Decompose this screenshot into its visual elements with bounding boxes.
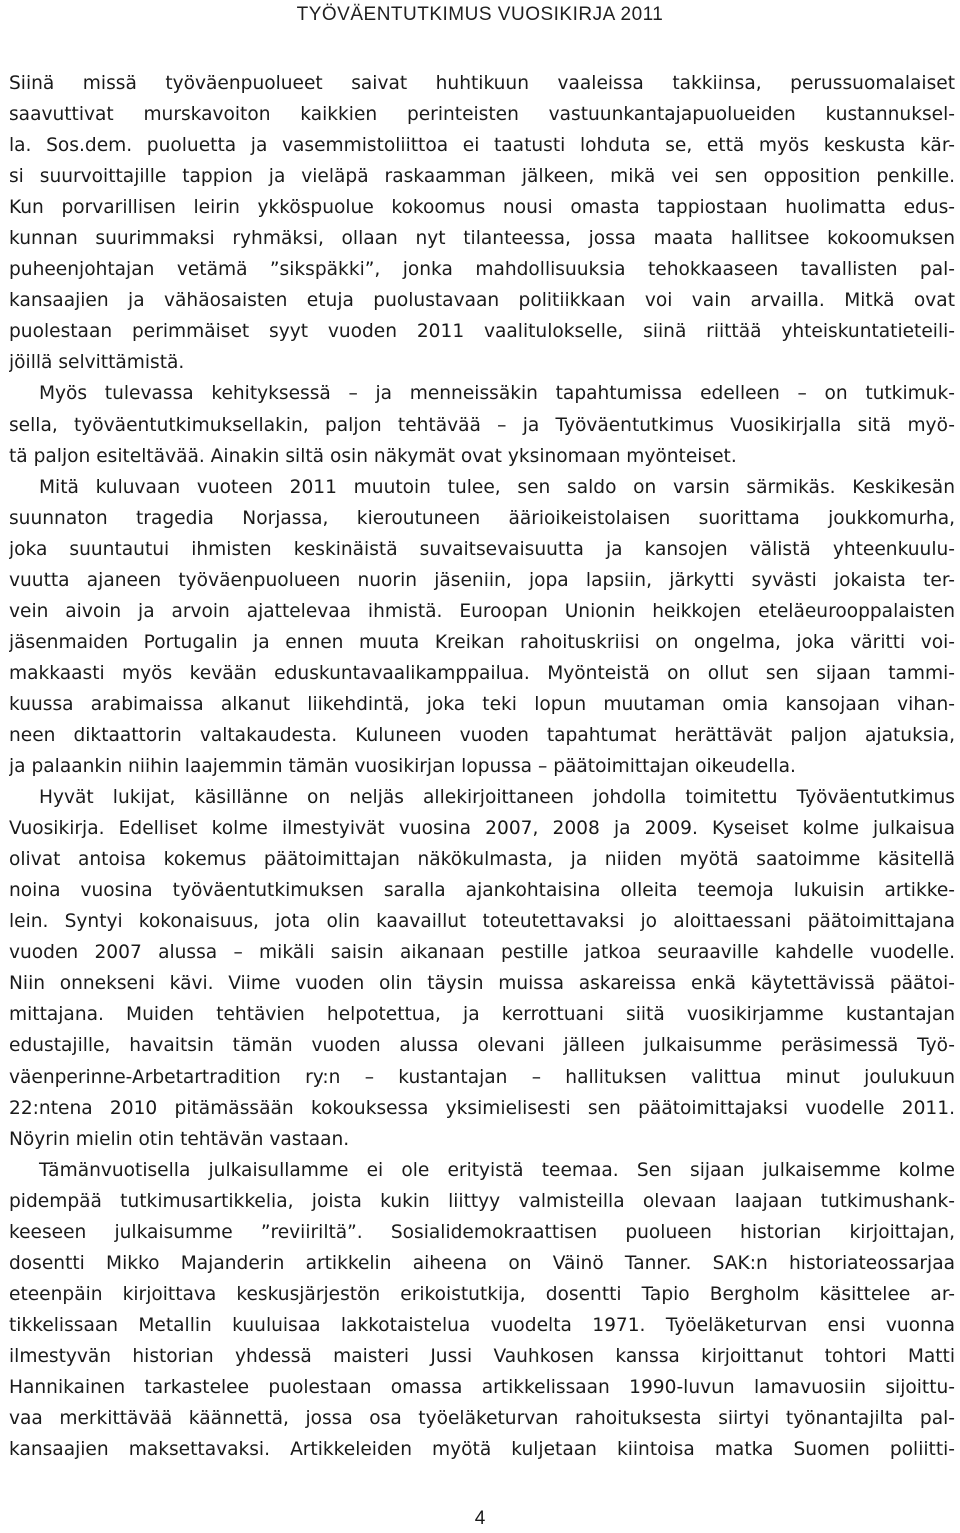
text-line: jöillä selvittämistä.	[9, 352, 185, 374]
text-line: makkaasti myös kevään eduskuntavaalikamppailua. Myönteistä on ollut sen sijaan tammi-	[9, 662, 955, 684]
text-line: 22:ntena 2010 pitämässään kokouksessa yksimielisesti sen päätoimittajaksi vuodelle 2011.	[9, 1097, 955, 1119]
text-line: väenperinne-Arbetartradition ry:n – kustantajan – hallituksen valittua minut joulukuun	[9, 1066, 955, 1088]
running-header: TYÖVÄENTUTKIMUS VUOSIKIRJA 2011	[296, 4, 664, 25]
text-line: edustajille, havaitsin tämän vuoden alussa olevani jälleen julkaisumme peräsimessä Työ-	[9, 1035, 955, 1057]
text-line: si suurvoittajille tappion ja vieläpä raskaamman jälkeen, mikä vei sen opposition penkille.	[9, 166, 955, 188]
paragraph	[9, 68, 955, 378]
text-line: suunnaton tragedia Norjassa, kieroutuneen äärioikeistolaisen suorittama joukkomurha,	[9, 507, 955, 529]
text-line: kunnan suurimmaksi ryhmäksi, ollaan nyt tilanteessa, jossa maata hallitsee kokoomuksen	[9, 228, 955, 250]
text-line: kansaajien maksettavaksi. Artikkeleiden myötä kuljetaan kiintoisa matka Suomen poliitti-	[9, 1439, 955, 1461]
text-line: tikkelissaan Metallin kuuluisaa lakkotaistelua vuodelta 1971. Työeläketurvan ensi vuonna	[9, 1314, 955, 1336]
text-line: sella, työväentutkimuksellakin, paljon tehtävää – ja Työväentutkimus Vuosikirjalla sitä myö-	[9, 414, 955, 436]
paragraph	[9, 472, 955, 782]
text-line: joka suuntautui ihmisten keskinäistä suvaitsevaisuutta ja kansojen välistä yhteenkuulu-	[9, 538, 955, 560]
text-line: mittajana. Muiden tehtävien helpotettua, ja kerrottuani siitä vuosikirjamme kustantajan	[9, 1004, 955, 1026]
text-line: Siinä missä työväenpuolueet saivat huhtikuun vaaleissa takkiinsa, perussuomalaiset	[9, 73, 955, 94]
text-line: Tämänvuotisella julkaisullamme ei ole erityistä teemaa. Sen sijaan julkaisemme kolme	[39, 1159, 955, 1181]
text-line: Vuosikirja. Edelliset kolme ilmestyivät vuosina 2007, 2008 ja 2009. Kyseiset kolme julkaisua	[9, 818, 955, 840]
text-line: keeseen julkaisumme ”reviiriltä”. Sosialidemokraattisen puolueen historian kirjoittajan,	[9, 1221, 955, 1243]
text-line: ja palaankin niihin laajemmin tämän vuosikirjan lopussa – päätoimittajan oikeudella.	[9, 756, 796, 778]
text-line: Hyvät lukijat, käsillänne on neljäs allekirjoittaneen johdolla toimitettu Työväentutkimus	[39, 787, 955, 809]
body-text	[9, 68, 955, 1465]
paragraph	[9, 782, 955, 1155]
text-line: kansaajien ja vähäosaisten etuja puolustavaan politiikkaan voi vain arvailla. Mitkä ovat	[9, 290, 955, 312]
text-line: puheenjohtajan vetämä ”sikspäkki”, jonka mahdollisuuksia tehokkaaseen tavallisten pal-	[9, 259, 955, 281]
text-line: neen diktaattorin valtakaudesta. Kuluneen vuoden tapahtumat herättävät paljon ajatuksia,	[9, 724, 955, 746]
text-line: ilmestyvän historian yhdessä maisteri Jussi Vauhkosen kanssa kirjoittanut tohtori Matti	[9, 1345, 955, 1367]
text-line: Kun porvarillisen leirin ykköspuolue kokoomus nousi omasta tappiostaan huolimatta edus-	[9, 197, 955, 219]
text-line: noina vuosina työväentutkimuksen saralla ajankohtaisina olleita teemoja lukuisin artikke-	[9, 880, 955, 902]
text-line: lein. Syntyi kokonaisuus, jota olin kaavaillut toteutettavaksi jo aloittaessani päätoimittajana	[9, 911, 955, 933]
text-line: olivat antoisa kokemus päätoimittajan näkökulmasta, ja niiden myötä saatoimme käsitellä	[9, 849, 955, 871]
text-line: saavuttivat murskavoiton kaikkien perinteisten vastuunkantajapuolueiden kustannuksel-	[9, 104, 955, 126]
paragraph	[9, 378, 955, 471]
text-line: Mitä kuluvaan vuoteen 2011 muutoin tulee, sen saldo on varsin särmikäs. Keskikesän	[39, 476, 955, 498]
paragraph	[9, 1155, 955, 1465]
text-line: Nöyrin mielin otin tehtävän vastaan.	[9, 1128, 350, 1150]
page-number: 4	[474, 1508, 486, 1529]
text-line: kuussa arabimaissa alkanut liikehdintä, joka teki lopun muutaman omia kansojaan vihan-	[9, 693, 955, 715]
text-line: pidempää tutkimusartikkelia, joista kukin liittyy valmisteilla olevaan laajaan tutkimushank-	[9, 1190, 955, 1212]
text-line: vein aivoin ja arvoin ajattelevaa ihmistä. Euroopan Unionin heikkojen eteläeurooppalaisten	[9, 600, 955, 622]
text-line: tä paljon esiteltävää. Ainakin siltä osin näkymät ovat yksinomaan myönteiset.	[9, 445, 737, 467]
text-line: puolestaan perimmäiset syyt vuoden 2011 vaalitulokselle, siinä riittää yhteiskuntatieteili-	[9, 321, 955, 343]
text-line: vuutta ajaneen työväenpuolueen nuorin jäseniin, jopa lapsiin, järkytti syvästi jokaista ter-	[9, 569, 955, 591]
text-line: Myös tulevassa kehityksessä – ja menneissäkin tapahtumissa edelleen – on tutkimuk-	[39, 383, 955, 405]
text-line: Niin onnekseni kävi. Viime vuoden olin täysin muissa askareissa enkä käytettävissä päätoi-	[9, 973, 955, 995]
text-line: jäsenmaiden Portugalin ja ennen muuta Kreikan rahoituskriisi on ongelma, joka väritti voi-	[9, 631, 955, 653]
text-line: Hannikainen tarkastelee puolestaan omassa artikkelissaan 1990-luvun lamavuosiin sijoittu-	[9, 1376, 955, 1398]
text-line: vaa merkittävää käännettä, jossa osa työeläketurvan rahoituksesta siirtyi työnantajilta pal-	[9, 1408, 955, 1430]
text-line: eteenpäin kirjoittava keskusjärjestön erikoistutkija, dosentti Tapio Bergholm käsittelee ar-	[9, 1283, 955, 1305]
text-line: la. Sos.dem. puoluetta ja vasemmistoliittoa ei taatusti lohduta se, että myös keskusta kär-	[9, 135, 955, 157]
text-line: vuoden 2007 alussa – mikäli saisin aikanaan pestille jatkoa seuraaville kahdelle vuodelle.	[9, 942, 955, 964]
text-line: dosentti Mikko Majanderin artikkelin aiheena on Väinö Tanner. SAK:n historiateossarjaa	[9, 1252, 955, 1274]
